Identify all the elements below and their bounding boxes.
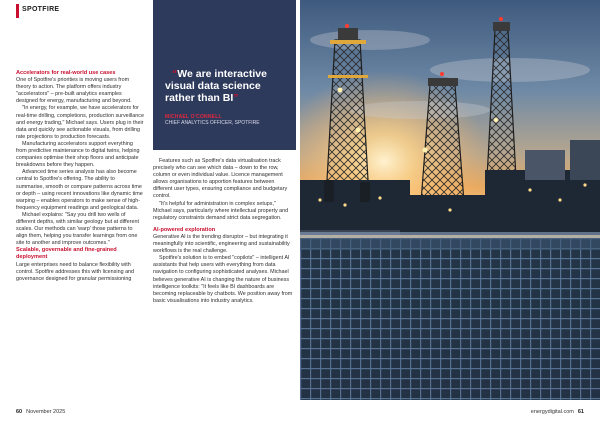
section-rule	[16, 4, 19, 18]
folio-left	[16, 409, 65, 415]
quote-open-mark: “	[172, 68, 178, 80]
subheading-scalable: Scalable, governable and fine-grained deployment	[16, 247, 117, 261]
pull-quote	[153, 0, 296, 150]
page-number-left: 60	[16, 409, 23, 415]
quote-attribution-role: CHIEF ANALYTICS OFFICER, SPOTFIRE	[165, 120, 260, 126]
paragraph: Advanced time series analysis has also become central to Spotfire's offering. The ability to summarise, smooth or compare patterns across time or depth – using recent innovations like dynamic time warping – enables operators to make sense of high-frequency equipment readings and geological data.	[16, 169, 143, 211]
paragraph: Large enterprises need to balance flexibility with control. Spotfire addresses this with licensing and governance designed for granular permissioning	[16, 261, 135, 282]
paragraph: "In energy, for example, we have accelerators for real-time drilling, completions, production surveillance and energy trading," Michael says. Users plug in their data and quickly see actionable visuals, from drilling rate projections to production forecasts.	[16, 105, 144, 140]
offshore-rig-photo	[300, 0, 600, 400]
paragraph: Manufacturing accelerators support everything from predictive maintenance to digital twins, helping companies optimise their shop floors and anticipate breakdowns before they happen.	[16, 140, 140, 169]
quote-attribution-name: MICHAEL O'CONNELL	[165, 114, 222, 120]
paragraph: Spotfire's solution is to embed "copilots" – intelligent AI assistants that help users with everything from data navigation to configuring sophisticated analyses. Michael believes generative AI is changing the nature of business intelligence toolkits: "It feels like BI dashboards are becoming replaceable by chatbots. We position away from basic visualisations into industry analytics.	[153, 255, 293, 304]
subheading-ai: AI-powered exploration	[153, 226, 216, 233]
paragraph: Generative AI is the trending disruptor – but integrating it meaningfully into scientific, engineering and sustainability workflows is the real challenge.	[153, 233, 290, 255]
subheading-accelerators: Accelerators for real-world use cases	[16, 70, 116, 76]
paragraph: Features such as Spotfire's data virtualisation track precisely who can see which data – down to the row, column or even individual value. Licence management allows organisations to apportion features between different user types, ensuring compliance and budgetary control.	[153, 158, 288, 200]
pull-quote-body: We are interactive visual data science rather than BI	[165, 68, 267, 105]
paragraph: "It's helpful for administration in complex setups," Michael says, particularly where intellectual property and regulatory constraints demand strict data segregation.	[153, 200, 289, 221]
quote-close-mark: ”	[233, 92, 239, 105]
paragraph: Michael explains: "Say you drill two wells of different depths, with similar geology but at different scales. Our methods can 'warp' those patterns to align them, helping you transfer learnings from one site to another and improve outcomes."	[16, 211, 139, 247]
paragraph: One of Spotfire's priorities is moving users from theory to action. The platform offers industry "accelerators" – pre-built analytics examples designed for energy, manufacturing and beyond.	[16, 77, 132, 105]
page-number-right: 61	[577, 409, 584, 415]
column-1	[16, 70, 144, 283]
column-2	[153, 158, 293, 305]
site-url: energydigital.com	[530, 409, 574, 415]
folio-right	[531, 409, 584, 415]
issue-date: November 2025	[26, 409, 66, 415]
pull-quote-text	[165, 68, 289, 105]
section-label: SPOTFIRE	[22, 6, 60, 13]
